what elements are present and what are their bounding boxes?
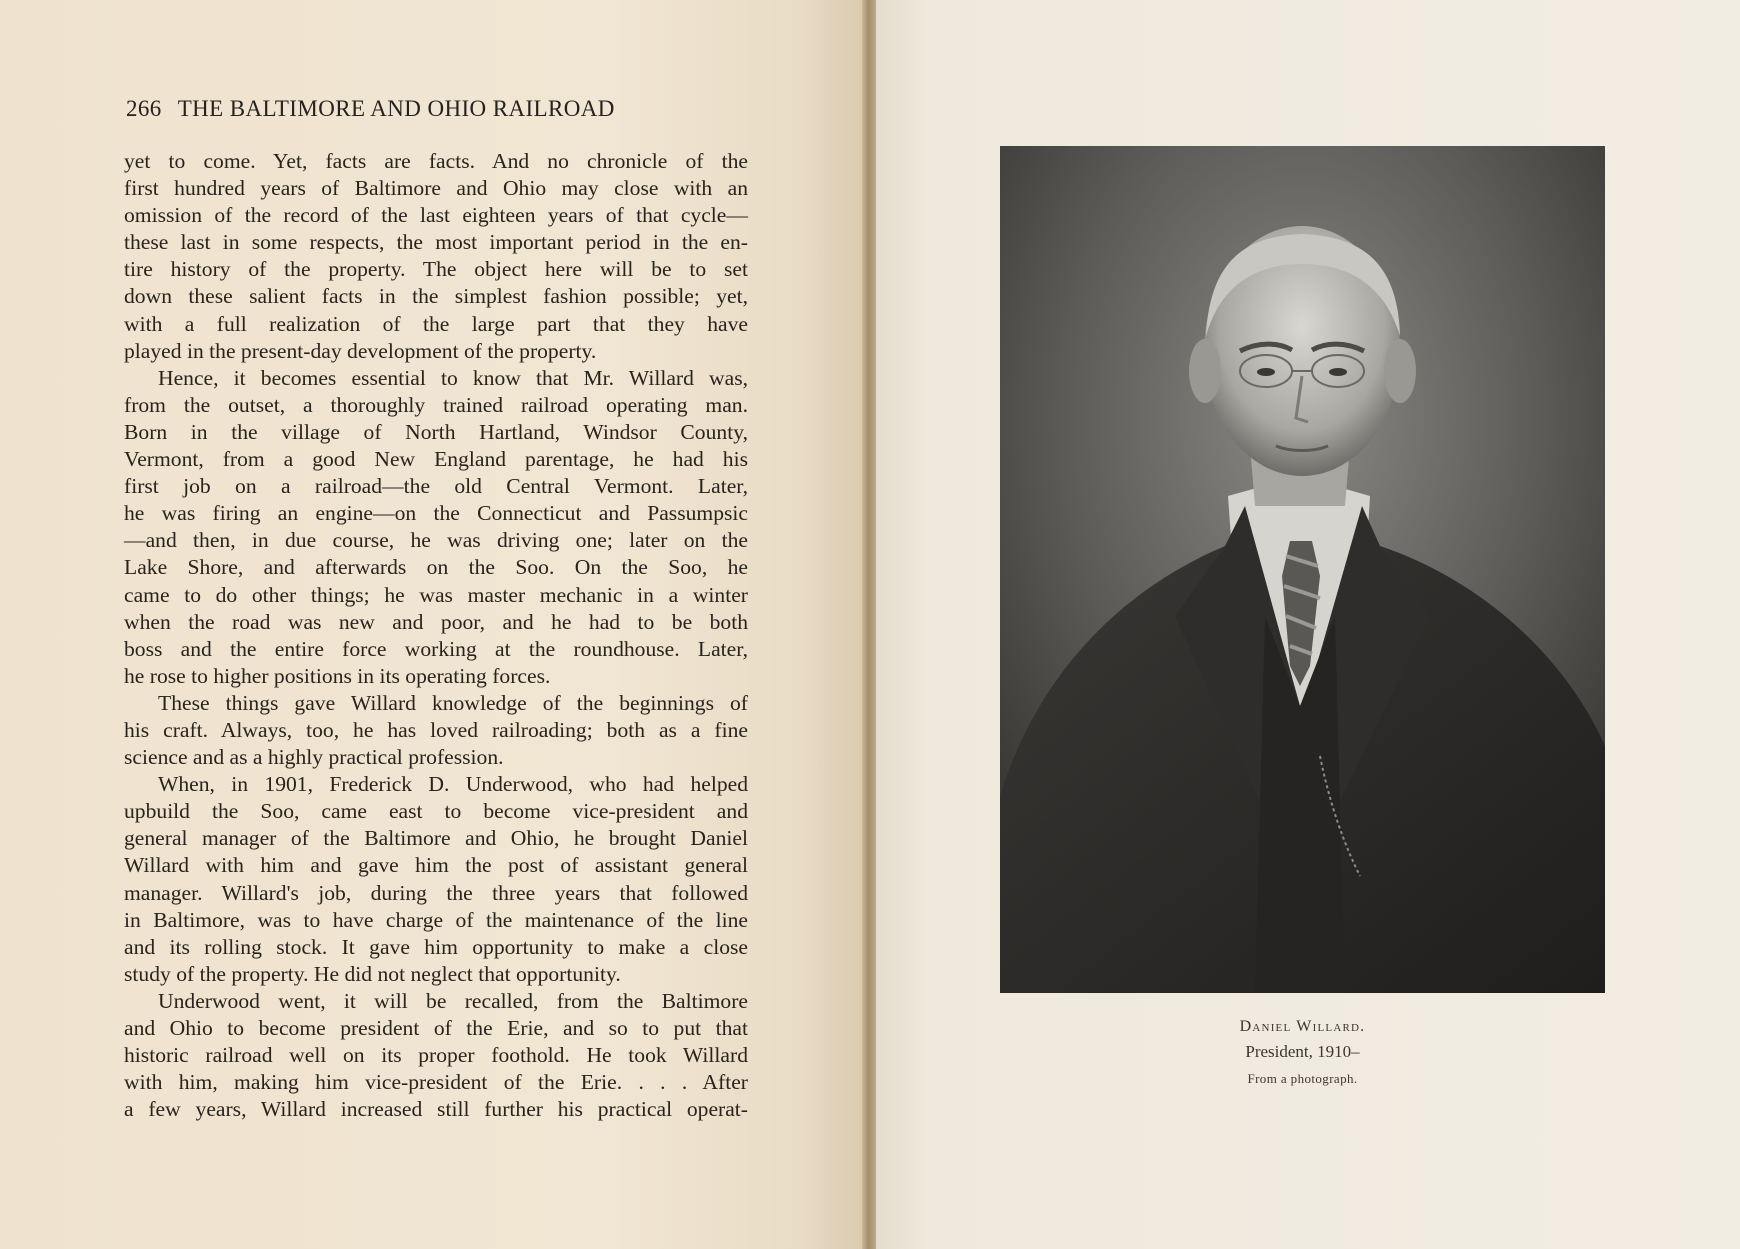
text-line: a few years, Willard increased still further his practical operat- — [124, 1097, 748, 1122]
caption-title: President, 1910– — [1245, 1042, 1360, 1061]
book-title-header: THE BALTIMORE AND OHIO RAILROAD — [177, 96, 615, 121]
text-line: with a full realization of the large part that they have — [124, 311, 748, 336]
text-line: and Ohio to become president of the Erie, and so to put that — [124, 1016, 748, 1040]
text-line: came to do other things; he was master mechanic in a winter — [124, 582, 748, 607]
text-line: manager. Willard's job, during the three years that followed — [124, 880, 748, 905]
text-line: these last in some respects, the most important period in the en- — [124, 230, 748, 255]
text-line: When, in 1901, Frederick D. Underwood, who had helped — [158, 772, 748, 797]
text-line: his craft. Always, too, he has loved railroading; both as a fine — [124, 717, 748, 742]
text-line: Willard with him and gave him the post of assistant general — [124, 853, 748, 878]
text-line: study of the property. He did not neglect that opportunity. — [124, 961, 621, 986]
portrait-photograph — [1000, 146, 1605, 993]
caption-name: Daniel Willard. — [1239, 1018, 1366, 1035]
text-line: Lake Shore, and afterwards on the Soo. On the Soo, he — [124, 555, 748, 580]
text-line: tire history of the property. The object here will be to set — [124, 257, 748, 282]
body-text — [124, 148, 748, 1123]
text-line: played in the present-day development of the property. — [124, 338, 597, 363]
caption-source: From a photograph. — [1247, 1071, 1358, 1086]
text-line: and its rolling stock. It gave him opportunity to make a close — [124, 934, 748, 959]
text-line: Born in the village of North Hartland, Windsor County, — [124, 419, 748, 444]
text-line: science and as a highly practical profession. — [124, 745, 504, 770]
text-line: first hundred years of Baltimore and Ohio may close with an — [124, 176, 748, 201]
text-line: omission of the record of the last eighteen years of that cycle— — [124, 203, 748, 228]
text-line: from the outset, a thoroughly trained railroad operating man. — [124, 392, 748, 417]
text-line: Hence, it becomes essential to know that Mr. Willard was, — [158, 365, 748, 390]
text-line: —and then, in due course, he was driving one; later on the — [124, 528, 748, 553]
text-line: with him, making him vice-president of the Erie. . . . After — [124, 1070, 748, 1095]
text-line: yet to come. Yet, facts are facts. And no chronicle of the — [124, 149, 748, 173]
text-line: first job on a railroad—the old Central Vermont. Later, — [124, 474, 748, 499]
page-number: 266 — [126, 96, 162, 121]
running-head — [126, 96, 686, 122]
text-line: historic railroad well on its proper foothold. He took Willard — [124, 1043, 748, 1068]
text-line: These things gave Willard knowledge of the beginnings of — [158, 690, 748, 715]
text-line: Underwood went, it will be recalled, from the Baltimore — [158, 988, 748, 1013]
text-line: general manager of the Baltimore and Ohio, he brought Daniel — [124, 826, 748, 851]
text-line: in Baltimore, was to have charge of the maintenance of the line — [124, 907, 748, 932]
portrait-illustration — [1000, 146, 1605, 993]
text-line: boss and the entire force working at the roundhouse. Later, — [124, 636, 748, 661]
text-line: he rose to higher positions in its operating forces. — [124, 663, 551, 688]
book-gutter — [862, 0, 876, 1249]
text-line: he was firing an engine—on the Connecticut and Passumpsic — [124, 501, 748, 526]
text-line: Vermont, from a good New England parentage, he had his — [124, 447, 748, 472]
text-line: down these salient facts in the simplest fashion possible; yet, — [124, 284, 748, 309]
left-page — [0, 0, 868, 1249]
text-line: when the road was new and poor, and he had to be both — [124, 609, 748, 634]
text-line: upbuild the Soo, came east to become vice-president and — [124, 799, 748, 824]
